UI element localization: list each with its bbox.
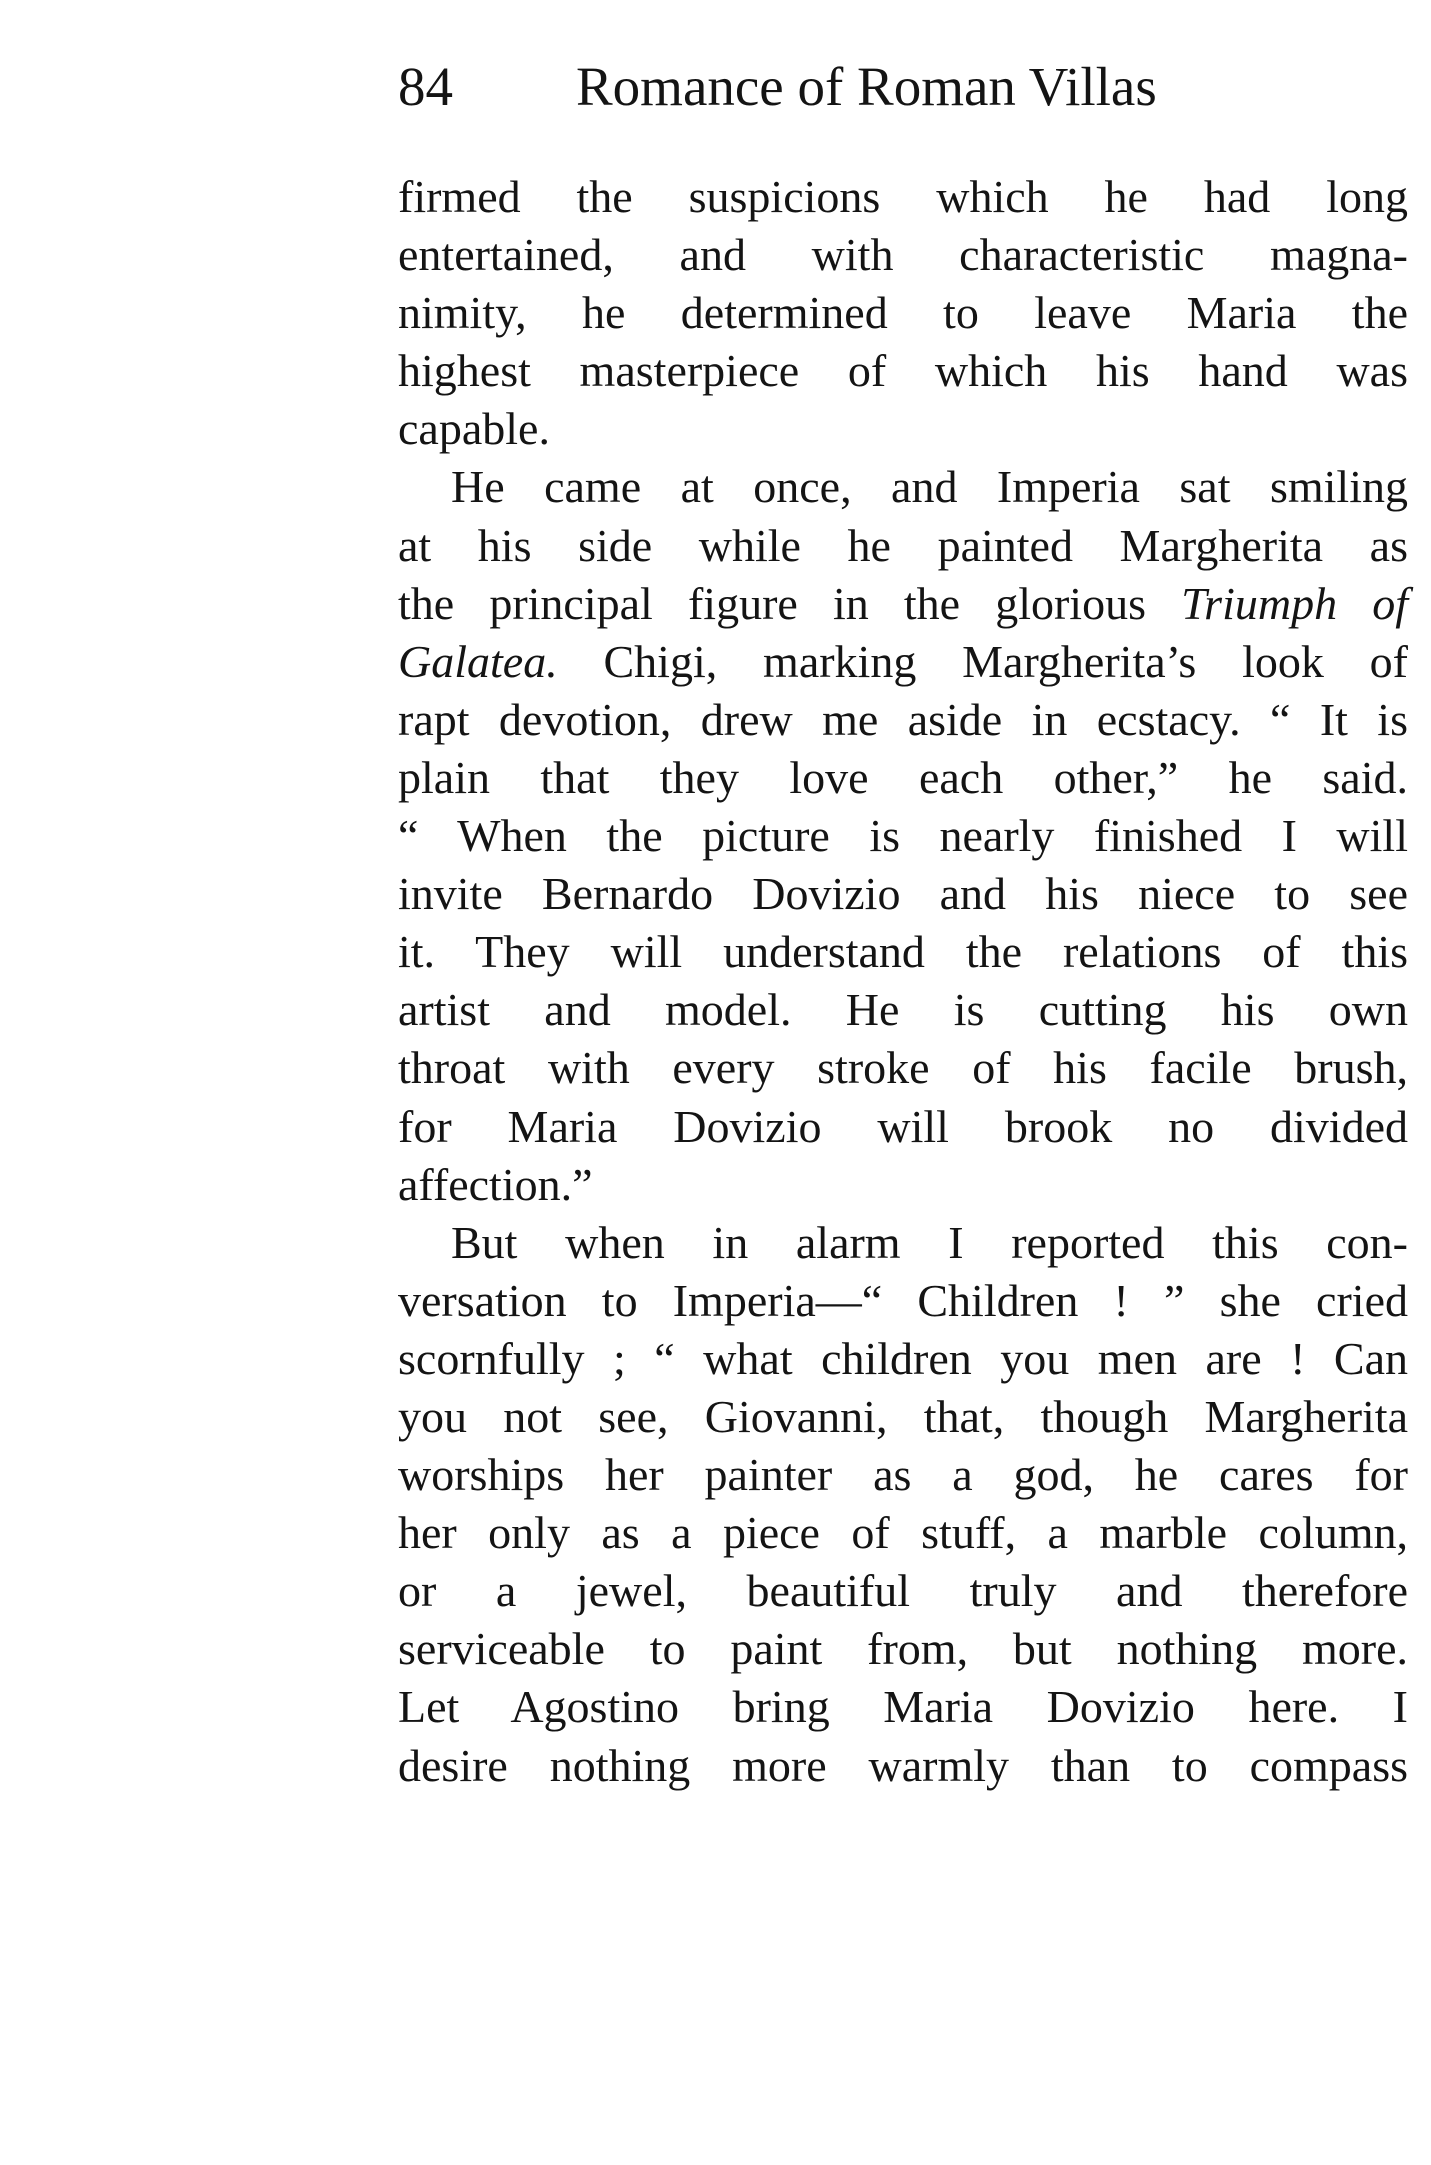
text-line: affection.” [398, 1158, 593, 1210]
text-line: desire nothing more warmly than to compass [398, 1739, 1408, 1791]
text-line: throat with every stroke of his facile brush, [398, 1042, 1408, 1094]
page-number: 84 [398, 56, 453, 117]
text-line: firmed the suspicions which he had long [398, 171, 1408, 222]
text-line: her only as a piece of stuff, a marble column, [398, 1507, 1408, 1559]
artwork-title-italic: Galatea. [398, 635, 558, 687]
text-fragment: Chigi, marking Margherita’s look of [603, 635, 1408, 687]
text-line: serviceable to paint from, but nothing more. [398, 1623, 1408, 1675]
text-line: entertained, and with characteristic magna- [398, 229, 1408, 281]
text-line: worships her painter as a god, he cares for [398, 1449, 1408, 1501]
artwork-title-italic: Triumph of [1181, 577, 1408, 629]
text-line: Let Agostino bring Maria Dovizio here. I [398, 1681, 1408, 1733]
text-line: highest masterpiece of which his hand was [398, 345, 1408, 397]
text-line: it. They will understand the relations of this [398, 926, 1408, 978]
text-line: capable. [398, 403, 550, 455]
text-line: or a jewel, beautiful truly and therefore [398, 1565, 1408, 1617]
text-line: nimity, he determined to leave Maria the [398, 287, 1408, 339]
text-line: artist and model. He is cutting his own [398, 984, 1408, 1036]
text-line: He came at once, and Imperia sat smiling [451, 461, 1408, 513]
text-line: But when in alarm I reported this con- [451, 1216, 1408, 1268]
page-header [398, 52, 1408, 122]
text-fragment: the principal figure in the glorious [398, 577, 1146, 629]
text-line: “ When the picture is nearly finished I will [398, 810, 1408, 862]
text-line: at his side while he painted Margherita as [398, 519, 1408, 571]
text-line: scornfully ; “ what children you men are ! Can [398, 1332, 1408, 1384]
text-line: you not see, Giovanni, that, though Margherita [398, 1390, 1408, 1442]
text-line: versation to Imperia—“ Children ! ” she cried [398, 1274, 1408, 1326]
text-line: rapt devotion, drew me aside in ecstacy. “ It is [398, 693, 1408, 745]
body-text [398, 168, 1408, 1795]
running-title: Romance of Roman Villas [576, 56, 1157, 117]
text-line: for Maria Dovizio will brook no divided [398, 1100, 1408, 1152]
text-line [398, 575, 1408, 633]
text-line: invite Bernardo Dovizio and his niece to see [398, 868, 1408, 920]
text-line: plain that they love each other,” he said. [398, 751, 1408, 803]
text-line [398, 633, 1408, 691]
